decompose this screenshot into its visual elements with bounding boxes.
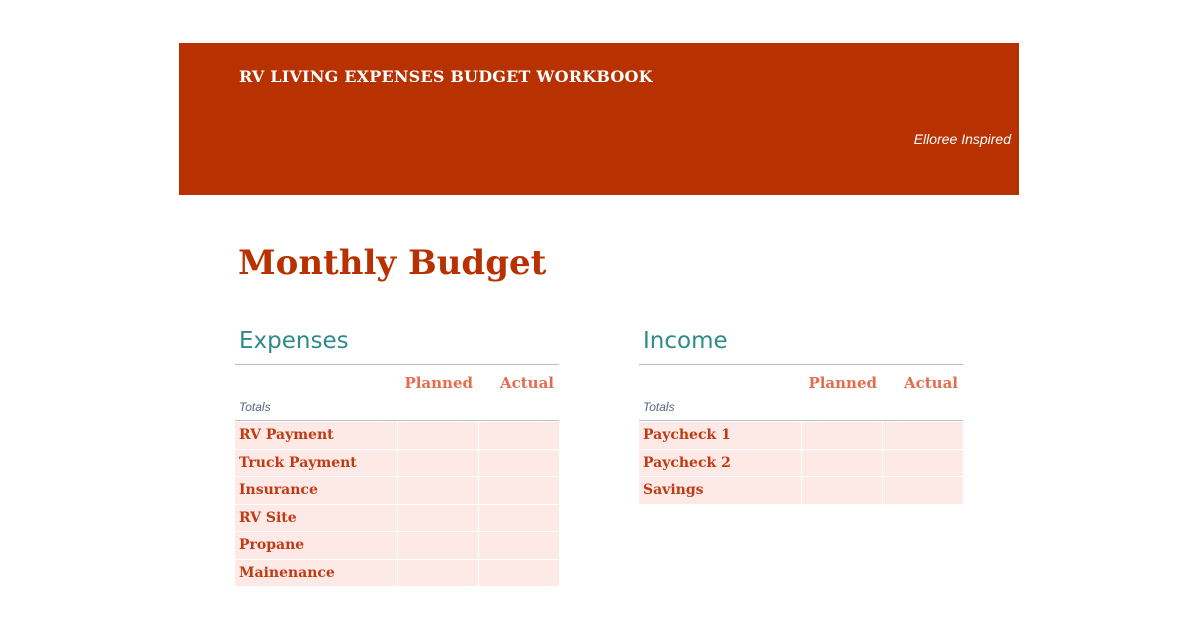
row-label: Mainenance [235, 560, 397, 587]
table-row [235, 560, 559, 587]
planned-cell[interactable] [398, 477, 478, 504]
table-row [639, 450, 963, 477]
actual-cell[interactable] [479, 422, 559, 449]
expenses-planned-header: Planned [404, 374, 473, 392]
planned-cell[interactable] [802, 477, 882, 504]
expenses-actual-header: Actual [499, 374, 554, 392]
actual-cell[interactable] [479, 477, 559, 504]
row-label: Savings [639, 477, 801, 504]
page-title: Monthly Budget [238, 243, 547, 283]
actual-cell[interactable] [479, 505, 559, 532]
table-row [235, 477, 559, 504]
actual-cell[interactable] [883, 477, 963, 504]
table-row [235, 505, 559, 532]
expenses-totals-label: Totals [239, 400, 271, 414]
income-totals-label: Totals [643, 400, 675, 414]
table-row [639, 477, 963, 504]
planned-cell[interactable] [398, 422, 478, 449]
actual-cell[interactable] [883, 422, 963, 449]
actual-cell[interactable] [479, 560, 559, 587]
income-table-header [639, 364, 963, 421]
income-planned-header: Planned [808, 374, 877, 392]
row-label: RV Payment [235, 422, 397, 449]
table-row [235, 532, 559, 559]
row-label: Insurance [235, 477, 397, 504]
workbook-title: RV LIVING EXPENSES BUDGET WORKBOOK [239, 67, 653, 86]
income-section [639, 326, 963, 504]
income-rows [639, 421, 963, 504]
table-row [235, 450, 559, 477]
planned-cell[interactable] [398, 505, 478, 532]
author-name: Elloree Inspired [913, 131, 1011, 147]
planned-cell[interactable] [398, 560, 478, 587]
planned-cell[interactable] [802, 450, 882, 477]
expenses-rows [235, 421, 559, 586]
row-label: Propane [235, 532, 397, 559]
expenses-section [235, 326, 559, 586]
income-title: Income [643, 328, 728, 354]
expenses-table-header [235, 364, 559, 421]
actual-cell[interactable] [479, 532, 559, 559]
header-banner [179, 43, 1019, 195]
expenses-title: Expenses [239, 328, 349, 354]
row-label: Paycheck 2 [639, 450, 801, 477]
income-actual-header: Actual [903, 374, 958, 392]
row-label: Paycheck 1 [639, 422, 801, 449]
planned-cell[interactable] [398, 532, 478, 559]
table-row [235, 422, 559, 449]
planned-cell[interactable] [802, 422, 882, 449]
row-label: Truck Payment [235, 450, 397, 477]
planned-cell[interactable] [398, 450, 478, 477]
row-label: RV Site [235, 505, 397, 532]
actual-cell[interactable] [479, 450, 559, 477]
actual-cell[interactable] [883, 450, 963, 477]
table-row [639, 422, 963, 449]
